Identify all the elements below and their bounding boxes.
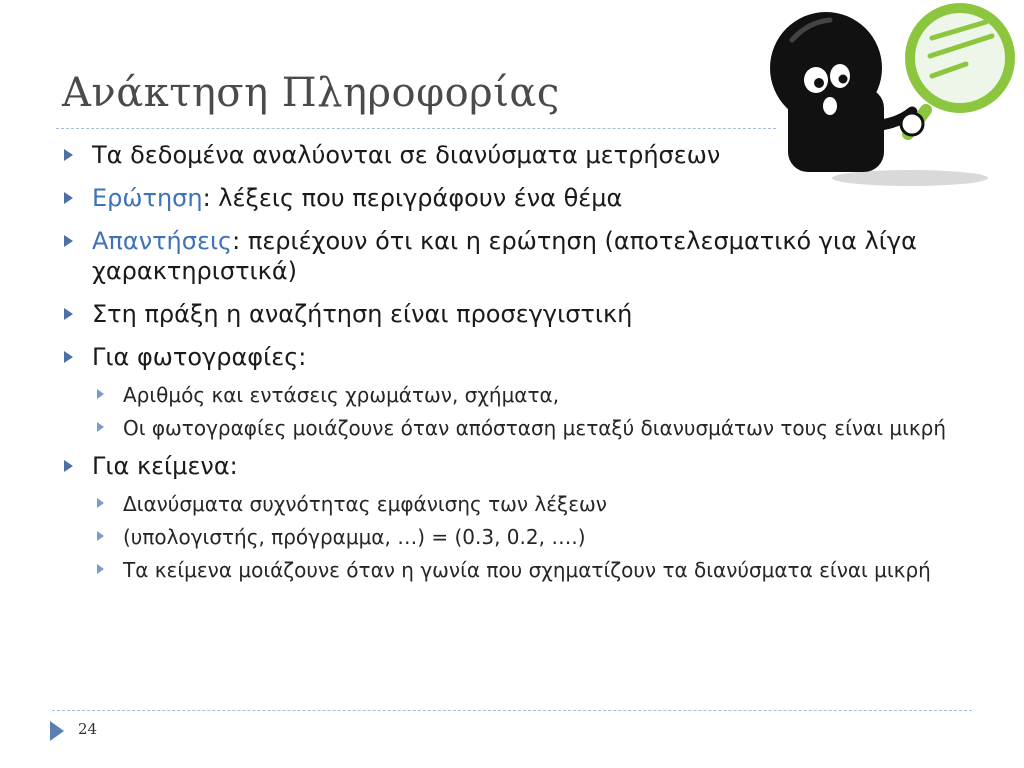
list-item (62, 451, 962, 481)
magnifier-ring (910, 8, 1010, 108)
bullet-text: Τα δεδομένα αναλύονται σε διανύσματα μετρήσεων (92, 141, 721, 169)
sub-list-item (62, 491, 962, 517)
list-item (62, 183, 962, 213)
bullet-list (62, 140, 962, 593)
triangle-arrow-icon (50, 721, 64, 741)
bullet-text: Στη πράξη η αναζήτηση είναι προσεγγιστική (92, 300, 633, 328)
triangle-bullet-icon (64, 351, 73, 363)
title-divider (56, 128, 776, 129)
sub-list-item (62, 557, 962, 583)
slide-title: Ανάκτηση Πληροφορίας (62, 70, 560, 116)
page-number: 24 (78, 720, 98, 738)
sub-item-text: Τα κείμενα μοιάζουνε όταν η γωνία που σχηματίζουν τα διανύσματα είναι μικρή (123, 558, 931, 582)
sub-list-item (62, 524, 962, 550)
triangle-bullet-icon (64, 192, 73, 204)
bullet-text: Για κείμενα: (92, 452, 238, 480)
bullet-highlight: Ερώτηση (92, 184, 203, 212)
bullet-text: Για φωτογραφίες: (92, 343, 307, 371)
sub-bullet-icon (97, 498, 104, 508)
sub-item-text: Διανύσματα συχνότητας εμφάνισης των λέξεων (123, 492, 607, 516)
triangle-bullet-icon (64, 308, 73, 320)
triangle-bullet-icon (64, 149, 73, 161)
sub-item-text: Οι φωτογραφίες μοιάζουνε όταν απόσταση μεταξύ διανυσμάτων τους είναι μικρή (123, 416, 946, 440)
mascot-pupil-left (814, 78, 824, 88)
triangle-bullet-icon (64, 460, 73, 472)
bullet-highlight: Απαντήσεις (92, 227, 233, 255)
sub-list-item (62, 382, 962, 408)
sub-bullet-icon (97, 531, 104, 541)
mascot-hand (901, 113, 923, 135)
mascot-pupil-right (839, 75, 848, 84)
sub-list-item (62, 415, 962, 441)
list-item (62, 342, 962, 372)
list-item (62, 226, 962, 286)
bullet-text: : λέξεις που περιγράφουν ένα θέμα (202, 184, 623, 212)
footer-divider (52, 710, 972, 711)
mascot-mouth (823, 97, 837, 115)
sub-bullet-icon (97, 564, 104, 574)
sub-item-text: Αριθμός και εντάσεις χρωμάτων, σχήματα, (123, 383, 560, 407)
triangle-bullet-icon (64, 235, 73, 247)
list-item (62, 299, 962, 329)
sub-bullet-icon (97, 422, 104, 432)
list-item (62, 140, 962, 170)
sub-item-text: (υπολογιστής, πρόγραμμα, …) = (0.3, 0.2, ….) (123, 525, 586, 549)
bullet-text: : περιέχουν ότι και η ερώτηση (αποτελεσματικό για λίγα χαρακτηριστικά) (92, 227, 917, 285)
sub-bullet-icon (97, 389, 104, 399)
